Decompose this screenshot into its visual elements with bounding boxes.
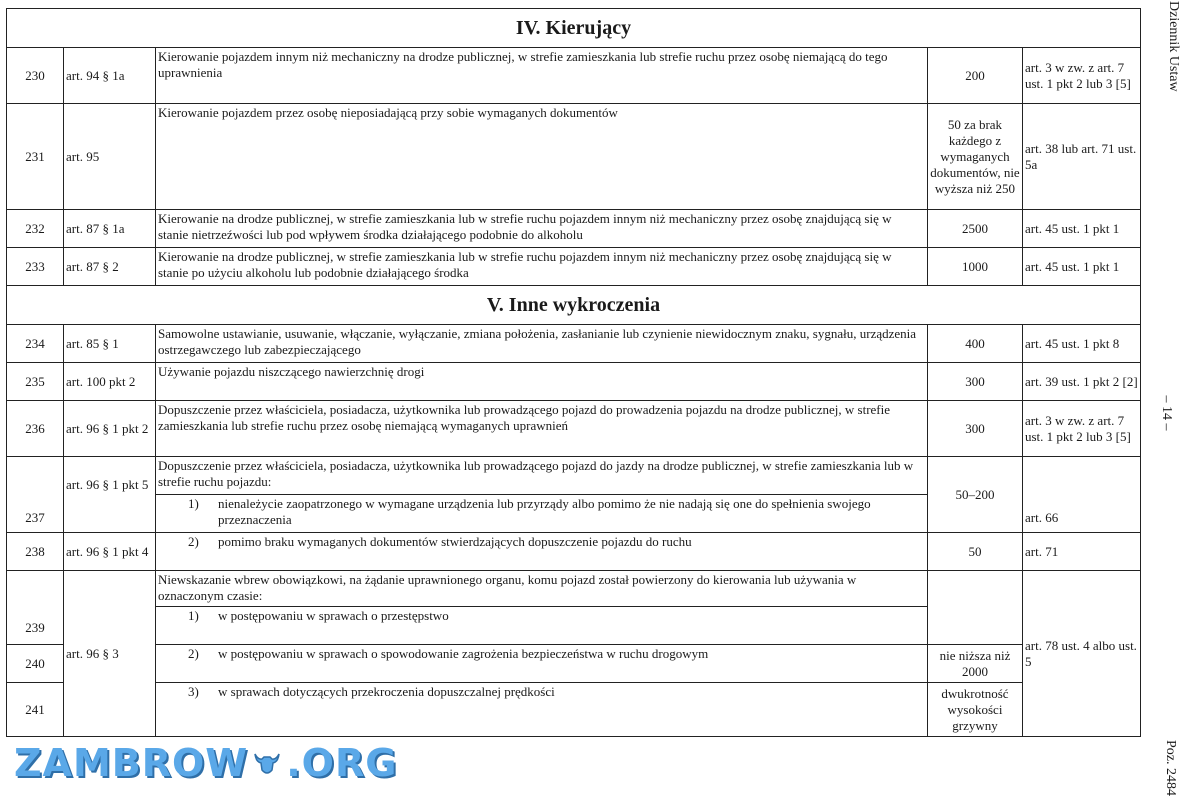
- section-title-iv: IV. Kierujący: [7, 9, 1141, 48]
- amount-cell: 400: [928, 325, 1023, 363]
- logo-right-text: .ORG: [286, 741, 398, 785]
- item-number: 1): [188, 608, 199, 623]
- amount-spacer: [928, 571, 1023, 645]
- reference-cell: art. 78 ust. 4 albo ust. 5: [1023, 571, 1141, 737]
- row-number: 239: [7, 571, 64, 645]
- bison-head-icon: [252, 748, 282, 778]
- amount-cell: 300: [928, 401, 1023, 457]
- description-cell: Niewskazanie wbrew obowiązkowi, na żądanie uprawnionego organu, komu pojazd został powierzony do kierowania lub używania w oznaczonym czasie:: [156, 571, 928, 607]
- table-row: [7, 571, 1141, 607]
- row-number: 237: [7, 457, 64, 533]
- item-text: w postępowaniu w sprawach o przestępstwo: [218, 608, 449, 623]
- description-cell: Używanie pojazdu niszczącego nawierzchnię drogi: [156, 363, 928, 401]
- item-text: w postępowaniu w sprawach o spowodowanie zagrożenia bezpieczeństwa w ruchu drogowym: [218, 646, 709, 661]
- row-number: 231: [7, 104, 64, 210]
- item-number: 2): [188, 646, 199, 661]
- list-item: [156, 683, 928, 737]
- item-text: nienależycie zaopatrzonego w wymagane urządzenia lub przyrządy albo pomimo że nie nadają się one do spełnienia swojego przeznaczenia: [218, 496, 871, 527]
- amount-cell: 300: [928, 363, 1023, 401]
- section-header-row: [7, 9, 1141, 48]
- article-cell: art. 87 § 1a: [64, 210, 156, 248]
- list-item: [156, 533, 928, 571]
- reference-cell: art. 38 lub art. 71 ust. 5a: [1023, 104, 1141, 210]
- item-text: w sprawach dotyczących przekroczenia dopuszczalnej prędkości: [218, 684, 555, 699]
- table-row: [7, 248, 1141, 286]
- item-number: 3): [188, 684, 199, 699]
- table-row: [7, 401, 1141, 457]
- article-cell: art. 85 § 1: [64, 325, 156, 363]
- article-cell: art. 87 § 2: [64, 248, 156, 286]
- article-cell: art. 96 § 1 pkt 5: [64, 457, 156, 533]
- list-item: [156, 645, 928, 683]
- logo-left-text: ZAMBROW: [14, 741, 249, 785]
- table-row: [7, 457, 1141, 495]
- amount-cell: 50–200: [928, 457, 1023, 533]
- list-item: [156, 607, 928, 645]
- reference-cell: art. 3 w zw. z art. 7 ust. 1 pkt 2 lub 3 [5]: [1023, 401, 1141, 457]
- table-row: [7, 325, 1141, 363]
- article-cell: art. 96 § 3: [64, 571, 156, 737]
- item-number: 1): [188, 496, 199, 511]
- journal-name: Dziennik Ustaw: [1166, 1, 1181, 92]
- amount-cell: nie niższa niż 2000: [928, 645, 1023, 683]
- row-number: 241: [7, 683, 64, 737]
- section-title-v: V. Inne wykroczenia: [7, 286, 1141, 325]
- site-logo: [14, 741, 397, 785]
- article-cell: art. 95: [64, 104, 156, 210]
- table-row: [7, 645, 1141, 683]
- description-cell: Dopuszczenie przez właściciela, posiadacza, użytkownika lub prowadzącego pojazd do prowadzenia pojazdu na drodze publicznej, w strefie zamieszkania lub strefie ruchu przez osobę niemającą wymaganych uprawnień: [156, 401, 928, 457]
- list-item: [156, 495, 928, 533]
- article-cell: art. 96 § 1 pkt 2: [64, 401, 156, 457]
- row-number: 230: [7, 48, 64, 104]
- reference-cell: art. 71: [1023, 533, 1141, 571]
- row-number: 238: [7, 533, 64, 571]
- reference-cell: art. 45 ust. 1 pkt 1: [1023, 210, 1141, 248]
- reference-cell: art. 3 w zw. z art. 7 ust. 1 pkt 2 lub 3 [5]: [1023, 48, 1141, 104]
- section-header-row: [7, 286, 1141, 325]
- description-cell: Kierowanie pojazdem innym niż mechaniczny na drodze publicznej, w strefie zamieszkania lub strefie ruchu przez osobę niemającą do tego uprawnienia: [156, 48, 928, 104]
- amount-cell: dwukrotność wysokości grzywny: [928, 683, 1023, 737]
- row-number: 233: [7, 248, 64, 286]
- reference-cell: art. 39 ust. 1 pkt 2 [2]: [1023, 363, 1141, 401]
- row-number: 234: [7, 325, 64, 363]
- reference-cell: art. 45 ust. 1 pkt 8: [1023, 325, 1141, 363]
- fines-table: [6, 8, 1141, 737]
- description-cell: Kierowanie na drodze publicznej, w strefie zamieszkania lub w strefie ruchu pojazdem innym niż mechaniczny przez osobę znajdującą się w stanie nietrzeźwości lub pod wpływem środka działającego podobnie do alkoholu: [156, 210, 928, 248]
- page-number: – 14 –: [1159, 395, 1174, 431]
- table-row: [7, 683, 1141, 737]
- description-cell: Dopuszczenie przez właściciela, posiadacza, użytkownika lub prowadzącego pojazd do jazdy na drodze publicznej, w strefie zamieszkania lub w strefie ruchu pojazdu:: [156, 457, 928, 495]
- amount-cell: 2500: [928, 210, 1023, 248]
- amount-cell: 200: [928, 48, 1023, 104]
- row-number: 235: [7, 363, 64, 401]
- item-number: 2): [188, 534, 199, 549]
- table-row: [7, 533, 1141, 571]
- amount-cell: 50: [928, 533, 1023, 571]
- row-number: 240: [7, 645, 64, 683]
- description-cell: Samowolne ustawianie, usuwanie, włączanie, wyłączanie, zmiana położenia, zasłanianie lub czynienie niewidocznym znaku, sygnału, urządzenia ostrzegawczego lub zabezpieczającego: [156, 325, 928, 363]
- item-text: pomimo braku wymaganych dokumentów stwierdzających dopuszczenie pojazdu do ruchu: [218, 534, 692, 549]
- description-cell: Kierowanie na drodze publicznej, w strefie zamieszkania lub w strefie ruchu pojazdem innym niż mechaniczny przez osobę znajdującą się w stanie po użyciu alkoholu lub podobnie działającego środka: [156, 248, 928, 286]
- row-number: 236: [7, 401, 64, 457]
- table-row: [7, 104, 1141, 210]
- table-row: [7, 210, 1141, 248]
- article-cell: art. 94 § 1a: [64, 48, 156, 104]
- row-number: 232: [7, 210, 64, 248]
- amount-cell: 1000: [928, 248, 1023, 286]
- description-cell: Kierowanie pojazdem przez osobę nieposiadającą przy sobie wymaganych dokumentów: [156, 104, 928, 210]
- article-cell: art. 100 pkt 2: [64, 363, 156, 401]
- table-row: [7, 363, 1141, 401]
- reference-cell: art. 45 ust. 1 pkt 1: [1023, 248, 1141, 286]
- article-cell: art. 96 § 1 pkt 4: [64, 533, 156, 571]
- reference-cell: art. 66: [1023, 457, 1141, 533]
- amount-cell: 50 za brak każdego z wymaganych dokumentów, nie wyższa niż 250: [928, 104, 1023, 210]
- position-number: Poz. 2484: [1163, 740, 1178, 796]
- table-row: [7, 48, 1141, 104]
